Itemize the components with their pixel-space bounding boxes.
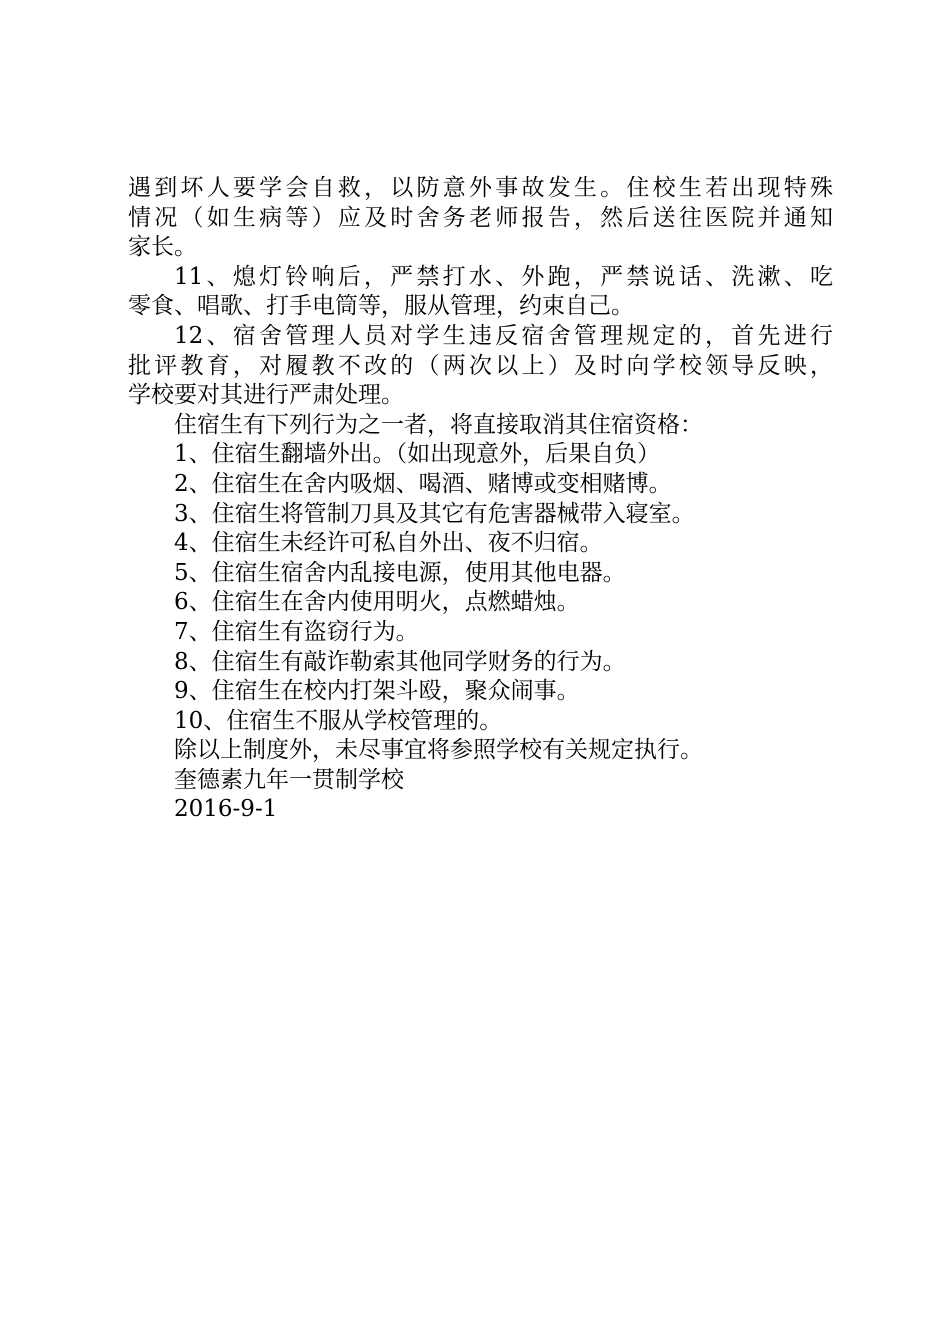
list-item: 9、住宿生在校内打架斗殴，聚众闹事。 <box>174 678 580 705</box>
document-date: 2016-9-1 <box>174 796 278 823</box>
list-item: 6、住宿生在舍内使用明火，点燃蜡烛。 <box>174 589 580 616</box>
paragraph-line: 遇到坏人要学会自救，以防意外事故发生。住校生若出现特殊 <box>128 175 833 201</box>
list-item: 2、住宿生在舍内吸烟、喝酒、赌博或变相赌博。 <box>174 470 672 497</box>
rule-12-line: 12、宿舍管理人员对学生违反宿舍管理规定的，首先进行 <box>174 322 833 349</box>
list-item: 7、住宿生有盗窃行为。 <box>174 618 419 645</box>
list-item: 5、住宿生宿舍内乱接电源，使用其他电器。 <box>174 559 626 586</box>
list-item: 1、住宿生翻墙外出。（如出现意外，后果自负） <box>174 441 661 468</box>
disqualification-intro: 住宿生有下列行为之一者，将直接取消其住宿资格： <box>174 411 703 438</box>
closing-statement: 除以上制度外，未尽事宜将参照学校有关规定执行。 <box>174 737 703 764</box>
rule-12-line: 批评教育，对履教不改的（两次以上）及时向学校领导反映， <box>128 352 833 379</box>
paragraph-line: 家长。 <box>128 234 197 261</box>
list-item: 10、住宿生不服从学校管理的。 <box>174 707 503 734</box>
rule-12-line: 学校要对其进行严肃处理。 <box>128 382 404 409</box>
document-page <box>128 174 833 825</box>
rule-11-line: 零食、唱歌、打手电筒等，服从管理，约束自己。 <box>128 293 634 320</box>
list-item: 8、住宿生有敲诈勒索其他同学财务的行为。 <box>174 648 626 675</box>
list-item: 4、住宿生未经许可私自外出、夜不归宿。 <box>174 530 603 557</box>
paragraph-line: 情况（如生病等）应及时舍务老师报告，然后送往医院并通知 <box>128 204 833 231</box>
rule-11-line: 11、熄灯铃响后，严禁打水、外跑，严禁说话、洗漱、吃 <box>174 263 833 290</box>
school-name: 奎德素九年一贯制学校 <box>174 766 404 793</box>
list-item: 3、住宿生将管制刀具及其它有危害器械带入寝室。 <box>174 500 695 527</box>
